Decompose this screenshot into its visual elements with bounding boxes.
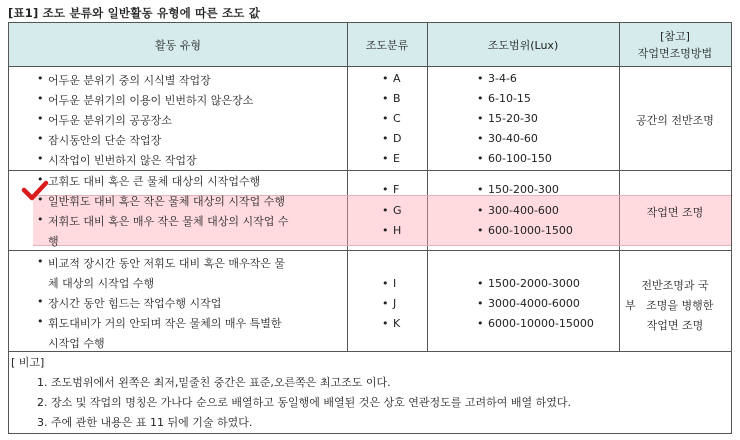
range-value: • 150-200-300	[488, 183, 559, 196]
col-divider	[427, 67, 428, 170]
method-value: 부 조명을 병행한	[625, 299, 714, 312]
activity-item: • 비교적 장시간 동안 저휘도 대비 혹은 매우작은 물	[48, 255, 285, 271]
class-value: • J	[393, 297, 396, 310]
header-method-label: 작업면조명방법	[637, 47, 713, 60]
activity-item: • 고휘도 대비 혹은 큰 물체 대상의 시작업수행	[48, 173, 260, 189]
table-caption: [표1] 조도 분류와 일반활동 유형에 따른 조도 값	[8, 6, 261, 20]
activity-item: • 휘도대비가 거의 안되며 작은 물체의 매우 특별한	[48, 315, 282, 331]
checkmark-icon	[21, 179, 49, 203]
table-row-group-1	[9, 67, 731, 171]
range-value: • 300-400-600	[488, 204, 559, 217]
header-activity: 활동 유형	[154, 38, 201, 52]
range-value: • 600-1000-1500	[488, 224, 573, 237]
range-value: • 3-4-6	[488, 72, 517, 85]
header-range: 조도범위(Lux)	[487, 38, 559, 52]
activity-item: • 어두운 분위기 중의 시식별 작업장	[48, 72, 211, 88]
range-value: • 6-10-15	[488, 92, 531, 105]
range-value: • 1500-2000-3000	[488, 277, 580, 290]
col-divider	[347, 67, 348, 170]
col-divider	[347, 251, 348, 351]
class-value: • G	[393, 204, 402, 217]
range-value: • 60-100-150	[488, 152, 552, 165]
illuminance-table	[8, 22, 732, 434]
col-divider	[619, 67, 620, 170]
header-class: 조도분류	[365, 38, 409, 52]
header-method-note: [참고]	[660, 30, 690, 43]
class-value: • D	[393, 132, 401, 145]
notes-heading: [ 비고]	[11, 356, 45, 369]
method-value: 공간의 전반조명	[636, 114, 714, 127]
col-divider	[619, 23, 620, 66]
class-value: • E	[393, 152, 400, 165]
col-divider	[427, 23, 428, 66]
class-value: • H	[393, 224, 401, 237]
note-item: 1. 조도범위에서 왼쪽은 최저,밑줄친 중간은 표준,오른쪽은 최고조도 이다.	[37, 376, 391, 389]
activity-item-continued: 체 대상의 시작업 수행	[48, 277, 155, 290]
class-value: • A	[393, 72, 401, 85]
activity-item-continued: 행	[48, 235, 59, 248]
class-value: • F	[393, 183, 399, 196]
activity-item: • 잠시동안의 단순 작업장	[48, 132, 161, 148]
method-value: 전반조명과 국	[641, 279, 709, 292]
col-divider	[619, 251, 620, 351]
range-value: • 3000-4000-6000	[488, 297, 580, 310]
col-divider	[347, 23, 348, 66]
class-value: • C	[393, 112, 401, 125]
class-value: • I	[393, 277, 396, 290]
activity-item: • 어두운 분위기의 이용이 빈번하지 않은장소	[48, 92, 253, 108]
activity-item: • 저휘도 대비 혹은 매우 작은 물체 대상의 시작업 수	[48, 213, 289, 229]
note-item: 3. 주에 관한 내용은 표 11 뒤에 기술 하였다.	[37, 416, 253, 429]
class-value: • K	[393, 317, 400, 330]
activity-item: • 일반휘도 대비 혹은 작은 물체 대상의 시작업 수행	[48, 193, 285, 209]
table-header-row	[9, 23, 731, 67]
col-divider	[427, 251, 428, 351]
activity-item-continued: 시작업 수행	[48, 337, 105, 350]
method-value: 작업면 조명	[646, 206, 704, 219]
table-row-group-3	[9, 251, 731, 352]
header-method	[619, 23, 731, 67]
activity-item: • 시작업이 빈번하지 않은 작업장	[48, 152, 197, 168]
activity-item: • 어두운 분위기의 공공장소	[48, 112, 172, 128]
range-value: • 6000-10000-15000	[488, 317, 594, 330]
activity-item: • 장시간 동안 힘드는 작업수행 시작업	[48, 295, 221, 311]
method-value: 작업면 조명	[646, 319, 704, 332]
note-item: 2. 장소 및 작업의 명칭은 가나다 순으로 배열하고 동일행에 배열된 것은 상호 연관정도를 고려하여 배열 하였다.	[37, 396, 571, 409]
range-value: • 15-20-30	[488, 112, 538, 125]
class-value: • B	[393, 92, 401, 105]
range-value: • 30-40-60	[488, 132, 538, 145]
